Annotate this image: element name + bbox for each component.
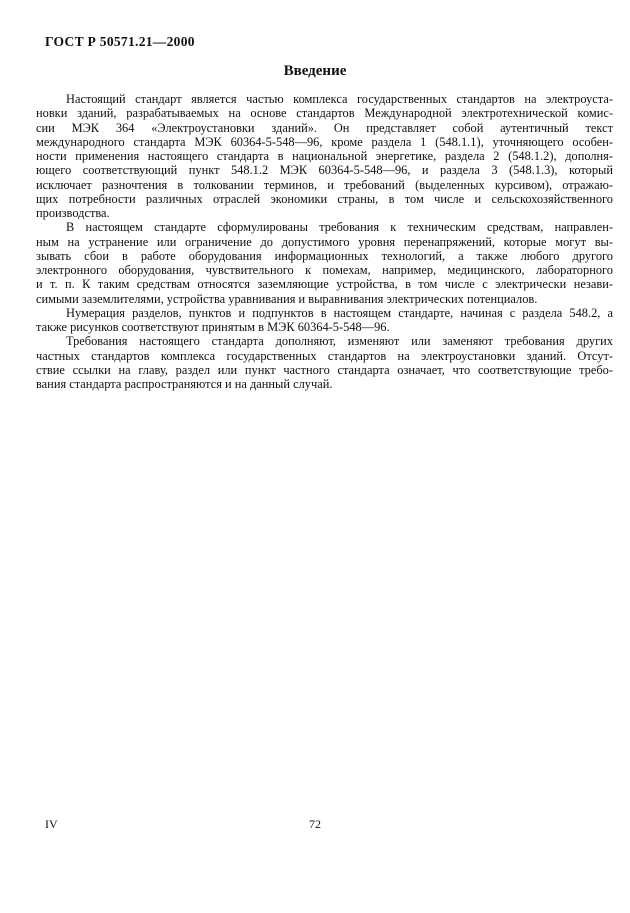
text-line: ным на устранение или ограничение до допустимого уровня перенапряжений, которые могут вы- xyxy=(36,234,613,249)
text-line: В настоящем стандарте сформулированы требования к техническим средствам, направлен- xyxy=(66,220,613,235)
section-title: Введение xyxy=(283,63,347,79)
paragraph-4 xyxy=(36,334,613,391)
text-line: также рисунков соответствуют принятым в МЭК 60364-5-548—96. xyxy=(36,320,390,334)
standard-number: ГОСТ Р 50571.21—2000 xyxy=(45,34,195,49)
text-line: Требования настоящего стандарта дополняют, изменяют или заменяют требования других xyxy=(66,334,613,349)
text-line: ющего соответствующий пункт 548.1.2 МЭК 60364-5-548—96, и раздела 3 (548.1.3), который xyxy=(36,163,613,178)
text-line: производства. xyxy=(36,206,110,220)
document-body xyxy=(36,92,613,391)
text-line: вания стандарта распространяются и на данный случай. xyxy=(36,377,333,391)
text-line: щих потребности различных отраслей экономики страны, в том числе и сельскохозяйственного xyxy=(36,191,613,206)
text-line: сии МЭК 364 «Электроустановки зданий». Он представляет собой аутентичный текст xyxy=(36,120,613,135)
text-line: электронного оборудования, чувствительного к помехам, например, медицинского, лабораторного xyxy=(36,263,613,277)
text-line: ности применения настоящего стандарта в национальной энергетике, раздела 2 (548.1.2), дополня- xyxy=(36,149,613,163)
text-line: частных стандартов комплекса государственных стандартов на электроустановки зданий. Отсут- xyxy=(36,348,613,363)
text-line: исключает разночтения в толковании терминов, и требований (выделенных курсивом), отражаю- xyxy=(36,177,613,192)
text-line: Нумерация разделов, пунктов и подпунктов в настоящем стандарте, начиная с раздела 548.2, а xyxy=(66,305,613,320)
footer-page-number: 72 xyxy=(309,817,321,831)
text-line: Настоящий стандарт является частью комплекса государственных стандартов на электроуста- xyxy=(66,92,613,106)
text-line: зывать сбои в работе оборудования информационных технологий, а также любого другого xyxy=(36,248,613,263)
text-line: симыми заземлителями, устройства уравнивания и выравнивания электрических потенциалов. xyxy=(36,291,538,306)
footer-sheet-number: IV xyxy=(45,817,58,831)
text-line: ствие ссылки на главу, раздел или пункт частного стандарта означает, что соответствующие требо- xyxy=(36,362,613,377)
paragraph-2 xyxy=(36,220,613,306)
text-line: и т. п. К таким средствам относятся заземляющие устройства, в том числе с электрически незави- xyxy=(36,277,613,292)
paragraph-3 xyxy=(36,306,613,335)
text-line: новки зданий, разрабатываемых на основе стандартов Международной электротехнической комис- xyxy=(36,106,613,121)
text-line: международного стандарта МЭК 60364-5-548—96, кроме раздела 1 (548.1.1), уточняющего особен- xyxy=(36,134,613,149)
paragraph-1 xyxy=(36,92,613,220)
